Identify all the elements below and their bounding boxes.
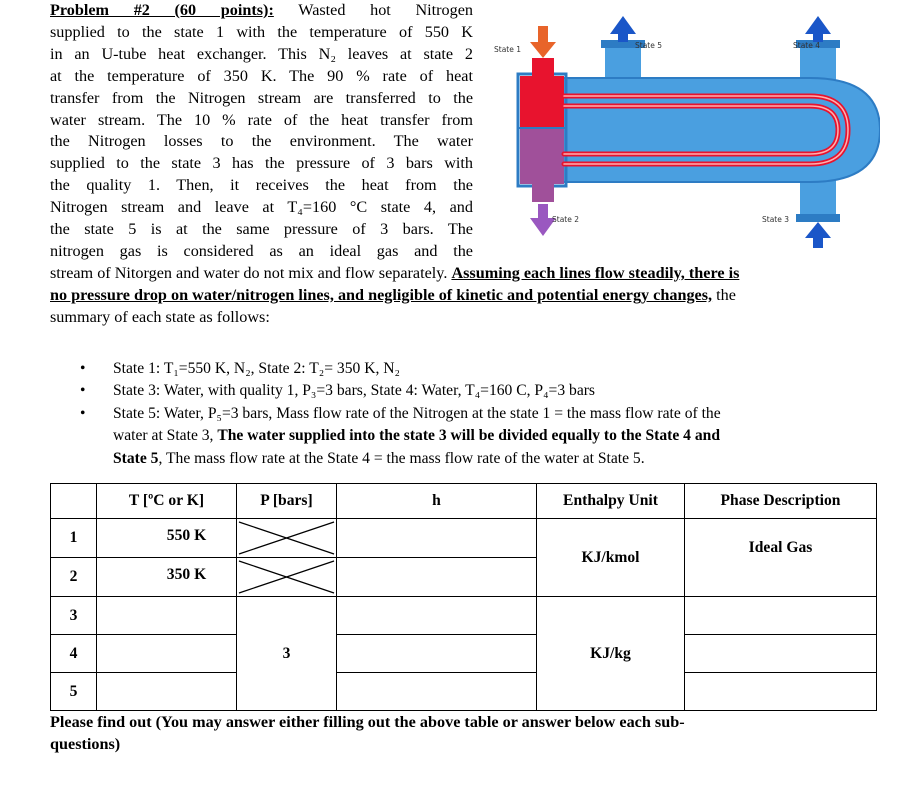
problem-paragraph bbox=[50, 0, 473, 263]
table-row bbox=[51, 673, 877, 711]
state1-pipe bbox=[532, 58, 554, 78]
state5-arrow bbox=[610, 16, 636, 42]
problem-line-15: summary of each state as follows: bbox=[50, 308, 270, 326]
problem-line-3: in an U-tube heat exchanger. This N₂ leaves at state 2 bbox=[50, 44, 473, 63]
state-summary-list bbox=[80, 358, 880, 470]
problem-line-12: nitrogen gas is considered as an ideal gas and the bbox=[50, 241, 473, 260]
problem-line-6: water stream. The 10 % rate of the heat transfer from bbox=[50, 110, 473, 129]
crossed-out-cell bbox=[237, 558, 337, 597]
bullet-icon: • bbox=[80, 360, 86, 377]
problem-line-13: stream of Nitorgen and water do not mix and flow separately. Assuming each lines flow steadily, there is bbox=[50, 264, 740, 282]
header-cell: Enthalpy Unit bbox=[537, 484, 685, 519]
cross-icon bbox=[237, 558, 336, 596]
state2-label: State 2 bbox=[552, 215, 580, 224]
header-cell: T [ºC or K] bbox=[97, 484, 237, 519]
bullet-icon: • bbox=[80, 404, 86, 422]
table-header-row bbox=[51, 484, 877, 519]
state3-nozzle bbox=[800, 178, 836, 218]
problem-line-7: the Nitrogen losses to the environment. The water bbox=[50, 132, 473, 151]
state3-label: State 3 bbox=[762, 215, 790, 224]
enthalpy-cell[interactable] bbox=[337, 558, 537, 597]
n2-outlet-head bbox=[520, 128, 564, 184]
problem-heading: Problem #2 (60 points): bbox=[50, 1, 274, 19]
bullet-icon: • bbox=[80, 382, 86, 400]
problem-line-2: supplied to the state 1 with the temperature of 550 K bbox=[50, 22, 473, 41]
problem-line-10: Nitrogen stream and leave at T₄=160 °C state 4, and bbox=[50, 198, 473, 217]
row-number: 4 bbox=[51, 635, 97, 673]
state1-arrow bbox=[530, 26, 556, 58]
heat-exchanger-svg bbox=[480, 0, 880, 250]
row-number: 2 bbox=[51, 558, 97, 597]
n2-inlet-head bbox=[520, 76, 564, 128]
row-number: 3 bbox=[51, 597, 97, 635]
enthalpy-unit-cell: KJ/kmol bbox=[537, 519, 685, 597]
state3-arrow bbox=[805, 222, 831, 248]
header-cell: Phase Description bbox=[685, 484, 877, 519]
enthalpy-cell[interactable] bbox=[337, 519, 537, 558]
phase-cell: Ideal Gas bbox=[685, 519, 877, 597]
temperature-cell[interactable] bbox=[97, 635, 237, 673]
state3-flange bbox=[796, 214, 840, 222]
crossed-out-cell bbox=[237, 519, 337, 558]
state-table bbox=[50, 483, 877, 711]
question-text: Please find out (You may answer either filling out the above table or answer below each sub- questions) bbox=[50, 713, 685, 753]
list-item: • State 5: Water, P₅=3 bars, Mass flow rate of the Nitrogen at the state 1 = the mass flow rate of the water at State 3, The water supplied into the state 3 will be divided equally to the State 4 and State 5, The mass flow rate at the State 4 = the mass flow rate of the water at State 5. bbox=[80, 404, 721, 467]
enthalpy-cell[interactable] bbox=[337, 597, 537, 635]
temperature-cell[interactable]: 350 K bbox=[97, 558, 237, 597]
temperature-cell[interactable] bbox=[97, 597, 237, 635]
state4-label: State 4 bbox=[793, 41, 821, 50]
pressure-cell: 3 bbox=[237, 597, 337, 711]
header-cell bbox=[51, 484, 97, 519]
problem-line-4: at the temperature of 350 K. The 90 % rate of heat bbox=[50, 66, 473, 85]
table-row bbox=[51, 635, 877, 673]
state4-arrow bbox=[805, 16, 831, 42]
row-number: 1 bbox=[51, 519, 97, 558]
problem-line-1: Problem #2 (60 points): Wasted hot Nitrogen bbox=[50, 1, 473, 19]
phase-cell[interactable] bbox=[685, 635, 877, 673]
problem-line-8: supplied to the state 3 has the pressure of 3 bars with bbox=[50, 154, 473, 173]
header-cell: h bbox=[337, 484, 537, 519]
enthalpy-unit-cell: KJ/kg bbox=[537, 597, 685, 711]
cross-icon bbox=[237, 519, 336, 557]
state1-label: State 1 bbox=[494, 45, 522, 54]
enthalpy-cell[interactable] bbox=[337, 635, 537, 673]
enthalpy-cell[interactable] bbox=[337, 673, 537, 711]
problem-line-9: the quality 1. Then, it receives the heat from the bbox=[50, 176, 473, 195]
state5-label: State 5 bbox=[635, 41, 663, 50]
state2-pipe bbox=[532, 184, 554, 202]
problem-line-5: transfer from the Nitrogen stream are transferred to the bbox=[50, 88, 473, 107]
header-cell: P [bars] bbox=[237, 484, 337, 519]
list-item: • State 1: T₁=550 K, N₂, State 2: T₂= 350 K, N₂ bbox=[80, 358, 880, 380]
problem-line-14: no pressure drop on water/nitrogen lines, and negligible of kinetic and potential energy changes, the bbox=[50, 286, 736, 304]
phase-cell[interactable] bbox=[685, 673, 877, 711]
temperature-cell[interactable] bbox=[97, 673, 237, 711]
heat-exchanger-diagram bbox=[480, 0, 880, 250]
problem-line-11: the state 5 is at the same pressure of 3 bars. The bbox=[50, 220, 473, 239]
row-number: 5 bbox=[51, 673, 97, 711]
table-row bbox=[51, 519, 877, 558]
table-row bbox=[51, 597, 877, 635]
list-item: • State 3: Water, with quality 1, P₃=3 bars, State 4: Water, T₄=160 C, P₄=3 bars bbox=[80, 380, 880, 402]
temperature-cell[interactable]: 550 K bbox=[97, 519, 237, 558]
phase-cell[interactable] bbox=[685, 597, 877, 635]
